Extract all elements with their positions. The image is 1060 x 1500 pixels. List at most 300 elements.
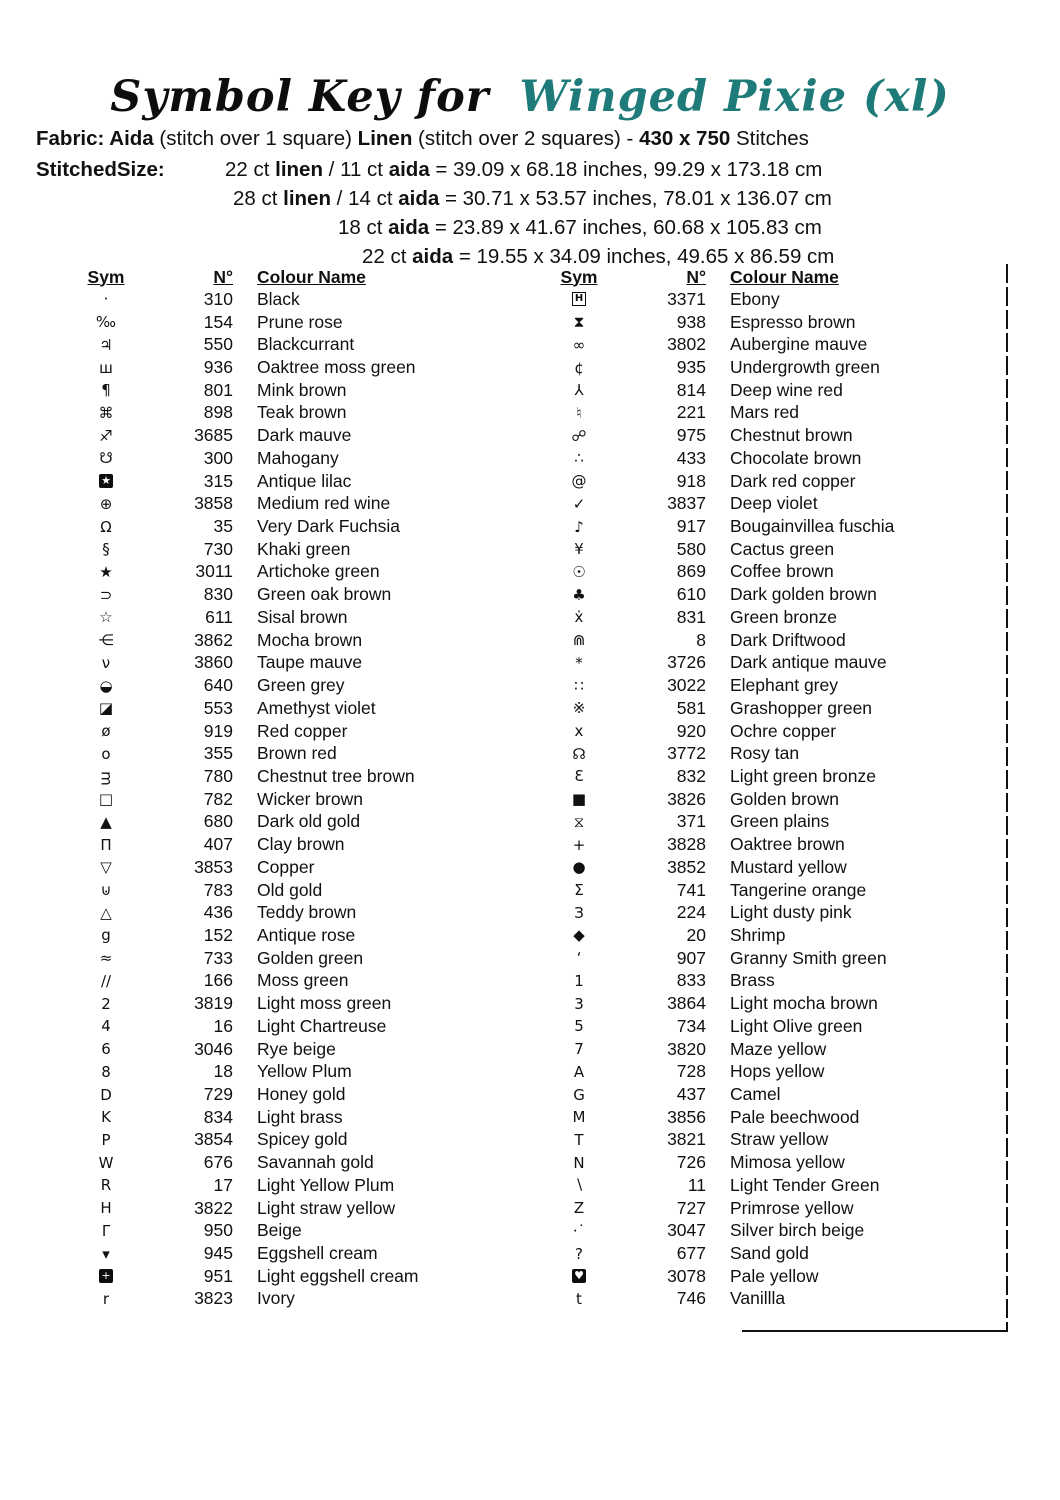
- stitch-symbol: ·: [103, 290, 109, 309]
- thread-number: 3820: [667, 1038, 706, 1059]
- thread-number: 3685: [194, 425, 233, 446]
- thread-number: 407: [203, 834, 233, 855]
- stitch-symbol: §: [102, 540, 110, 559]
- thread-number: 3022: [667, 675, 706, 696]
- text-segment: (stitch over 1 square): [153, 127, 358, 150]
- table-row: [548, 811, 1018, 834]
- colour-name: Light Yellow Plum: [257, 1174, 395, 1195]
- thread-number: 580: [676, 538, 706, 559]
- table-row: [75, 811, 545, 834]
- table-row: [548, 1219, 1018, 1242]
- stitch-symbol: ¢: [574, 358, 584, 377]
- stitch-symbol: @: [571, 472, 587, 491]
- stitch-symbol: Ɛ: [574, 767, 584, 786]
- colour-name: Light moss green: [257, 993, 392, 1014]
- thread-number: 3826: [667, 788, 706, 809]
- header-number: N°: [686, 266, 706, 287]
- page-right-rule: [1006, 264, 1008, 1332]
- table-row: [75, 1106, 545, 1129]
- table-row: [548, 652, 1018, 675]
- table-row: [75, 561, 545, 584]
- colour-name: Mimosa yellow: [730, 1152, 845, 1173]
- table-row: [75, 879, 545, 902]
- stitch-symbol: ν: [101, 653, 111, 672]
- table-row: [75, 1060, 545, 1083]
- stitch-symbol: H: [100, 1199, 112, 1218]
- thread-number: 898: [203, 402, 233, 423]
- table-row: [548, 583, 1018, 606]
- table-row: [548, 901, 1018, 924]
- stitch-symbol: M: [572, 1108, 586, 1127]
- table-row: [75, 1038, 545, 1061]
- thread-number: 3821: [667, 1129, 706, 1150]
- table-row: [548, 1038, 1018, 1061]
- table-row: [75, 674, 545, 697]
- table-row: [75, 720, 545, 743]
- table-row: [75, 583, 545, 606]
- thread-number: 907: [676, 947, 706, 968]
- colour-name: Granny Smith green: [730, 947, 887, 968]
- stitch-symbol: ☍: [571, 426, 587, 445]
- thread-number: 310: [203, 288, 233, 309]
- stitch-symbol: ∷: [574, 676, 584, 695]
- stitch-symbol: g: [101, 926, 111, 945]
- stitch-symbol: ⅄: [574, 381, 584, 400]
- table-row: [75, 924, 545, 947]
- stitch-symbol: 2: [101, 994, 111, 1013]
- colour-name: Clay brown: [257, 834, 345, 855]
- table-row: [548, 856, 1018, 879]
- colour-name: Beige: [257, 1220, 302, 1241]
- stitch-symbol: ⊍: [100, 881, 112, 900]
- stitch-symbol: ☆: [99, 608, 113, 627]
- stitch-symbol: ♣: [572, 585, 586, 604]
- stitch-symbol: 4: [101, 1017, 111, 1036]
- thread-number: 371: [676, 811, 706, 832]
- thread-number: 152: [203, 924, 233, 945]
- colour-name: Savannah gold: [257, 1152, 374, 1173]
- colour-name: Chestnut tree brown: [257, 765, 415, 786]
- table-row: [75, 538, 545, 561]
- colour-name: Teddy brown: [257, 902, 357, 923]
- colour-name: Khaki green: [257, 538, 351, 559]
- table-row: [548, 1060, 1018, 1083]
- stitch-symbol: N: [573, 1153, 585, 1172]
- thread-number: 814: [676, 379, 706, 400]
- page-title: [0, 72, 1060, 122]
- table-row: [548, 1129, 1018, 1152]
- stitch-symbol: ●: [572, 858, 586, 877]
- text-segment: Stitches: [730, 127, 809, 150]
- thread-number: 727: [676, 1197, 706, 1218]
- thread-number: 3853: [194, 856, 233, 877]
- colour-name: Green plains: [730, 811, 830, 832]
- thread-number: 3862: [194, 629, 233, 650]
- table-header: [548, 266, 1018, 288]
- stitch-symbol: ∴: [574, 449, 584, 468]
- thread-number: 3837: [667, 493, 706, 514]
- table-row: [75, 1151, 545, 1174]
- text-segment: aida: [388, 158, 430, 181]
- thread-number: 3858: [194, 493, 233, 514]
- colour-name: Light green bronze: [730, 765, 876, 786]
- colour-name: Hops yellow: [730, 1061, 825, 1082]
- table-row: [75, 379, 545, 402]
- table-row: [75, 288, 545, 311]
- colour-name: Teak brown: [257, 402, 347, 423]
- thread-number: 221: [676, 402, 706, 423]
- text-segment: linen: [283, 187, 331, 210]
- colour-name: Silver birch beige: [730, 1220, 865, 1241]
- thread-number: 433: [676, 447, 706, 468]
- thread-number: 3860: [194, 652, 233, 673]
- colour-name: Dark golden brown: [730, 584, 877, 605]
- colour-name: Golden green: [257, 947, 364, 968]
- table-row: [75, 1015, 545, 1038]
- stitch-symbol: ☋: [99, 449, 113, 468]
- stitch-symbol: 3: [574, 994, 584, 1013]
- table-row: [548, 1106, 1018, 1129]
- table-row: [75, 356, 545, 379]
- thread-number: 831: [676, 606, 706, 627]
- thread-number: 938: [676, 311, 706, 332]
- table-row: [548, 379, 1018, 402]
- thread-number: 726: [676, 1152, 706, 1173]
- stitch-symbol: +: [572, 835, 586, 854]
- colour-name: Taupe mauve: [257, 652, 363, 673]
- thread-number: 936: [203, 357, 233, 378]
- thread-number: 16: [213, 1015, 233, 1036]
- thread-number: 3856: [667, 1106, 706, 1127]
- colour-name: Deep violet: [730, 493, 818, 514]
- stitch-symbol: *: [575, 653, 583, 672]
- stitch-symbol: ẋ: [574, 608, 584, 627]
- stitch-symbol: ∕∕: [100, 971, 112, 990]
- stitch-symbol: Z: [573, 1199, 585, 1218]
- table-row: [75, 402, 545, 425]
- table-row: [548, 1015, 1018, 1038]
- table-row: [75, 1288, 545, 1311]
- thread-number: 3046: [194, 1038, 233, 1059]
- colour-name: Light brass: [257, 1106, 343, 1127]
- stitch-symbol: K: [101, 1108, 111, 1127]
- thread-number: 951: [203, 1265, 233, 1286]
- colour-name: Copper: [257, 856, 315, 877]
- colour-name: Camel: [730, 1084, 781, 1105]
- stitch-symbol: ·˙: [572, 1221, 586, 1240]
- table-row: [75, 311, 545, 334]
- table-row: [548, 879, 1018, 902]
- text-segment: 430 x 750: [639, 127, 731, 150]
- colour-name: Light eggshell cream: [257, 1265, 419, 1286]
- table-row: [75, 1174, 545, 1197]
- table-row: [75, 606, 545, 629]
- colour-name: Vanillla: [730, 1288, 786, 1309]
- text-segment: Fabric: Aida: [36, 127, 154, 150]
- thread-number: 315: [203, 470, 233, 491]
- colour-name: Old gold: [257, 879, 323, 900]
- colour-name: Tangerine orange: [730, 879, 867, 900]
- table-row: [548, 1242, 1018, 1265]
- thread-number: 677: [676, 1243, 706, 1264]
- stitch-symbol: ♥: [572, 1269, 586, 1283]
- text-segment: Linen: [357, 127, 413, 150]
- stitch-symbol: ✓: [572, 494, 586, 513]
- thread-number: 3726: [667, 652, 706, 673]
- stitch-symbol: x: [574, 722, 584, 741]
- colour-name: Brass: [730, 970, 775, 991]
- colour-name: Spicey gold: [257, 1129, 348, 1150]
- thread-number: 35: [213, 516, 233, 537]
- table-row: [75, 652, 545, 675]
- stitch-symbol: ∞: [572, 335, 586, 354]
- colour-name: Deep wine red: [730, 379, 843, 400]
- stitch-symbol: P: [101, 1130, 111, 1149]
- table-row: [548, 311, 1018, 334]
- colour-name: Yellow Plum: [257, 1061, 352, 1082]
- table-row: [75, 492, 545, 515]
- colour-name: Green bronze: [730, 606, 838, 627]
- stitch-symbol: 6: [101, 1040, 111, 1059]
- colour-name: Sisal brown: [257, 606, 348, 627]
- table-row: [548, 470, 1018, 493]
- thread-number: 436: [203, 902, 233, 923]
- colour-name: Dark red copper: [730, 470, 856, 491]
- thread-number: 917: [676, 516, 706, 537]
- thread-number: 834: [203, 1106, 233, 1127]
- header-colour-name: Colour Name: [257, 266, 366, 287]
- colour-name: Primrose yellow: [730, 1197, 854, 1218]
- table-row: [75, 333, 545, 356]
- text-segment: linen: [275, 158, 323, 181]
- table-row: [548, 970, 1018, 993]
- thread-number: 730: [203, 538, 233, 559]
- thread-number: 611: [205, 606, 233, 627]
- stitch-symbol: ★: [99, 474, 113, 488]
- thread-number: 918: [676, 470, 706, 491]
- colour-name: Green grey: [257, 675, 345, 696]
- table-row: [75, 742, 545, 765]
- stitch-symbol: ?: [575, 1244, 583, 1263]
- table-row: [548, 992, 1018, 1015]
- stitched-size-line-2: [233, 187, 832, 211]
- table-row: [75, 992, 545, 1015]
- text-segment: 22 ct: [362, 245, 413, 268]
- table-row: [548, 288, 1018, 311]
- thread-number: 780: [203, 765, 233, 786]
- thread-number: 437: [676, 1084, 706, 1105]
- thread-number: 728: [676, 1061, 706, 1082]
- colour-name: Bougainvillea fuschia: [730, 516, 895, 537]
- stitch-symbol: ⧗: [573, 313, 585, 332]
- thread-number: 3011: [195, 561, 233, 582]
- stitch-symbol: 1: [574, 971, 584, 990]
- table-row: [75, 424, 545, 447]
- colour-name: Blackcurrant: [257, 334, 355, 355]
- table-row: [548, 538, 1018, 561]
- thread-number: 733: [203, 947, 233, 968]
- colour-name: Light Chartreuse: [257, 1015, 387, 1036]
- text-segment: aida: [388, 216, 430, 239]
- colour-name: Pale beechwood: [730, 1106, 860, 1127]
- thread-number: 355: [203, 743, 233, 764]
- stitch-symbol: W: [98, 1153, 114, 1172]
- stitch-symbol: o: [101, 744, 111, 763]
- colour-name: Wicker brown: [257, 788, 363, 809]
- colour-name: Ebony: [730, 288, 780, 309]
- colour-name: Ivory: [257, 1288, 295, 1309]
- stitch-symbol: ᴟ: [101, 767, 111, 786]
- stitch-symbol: ¶: [101, 381, 111, 400]
- colour-name: Black: [257, 288, 300, 309]
- table-row: [75, 901, 545, 924]
- table-row: [75, 1242, 545, 1265]
- colour-name: Chocolate brown: [730, 447, 862, 468]
- colour-name: Light Olive green: [730, 1015, 863, 1036]
- thread-number: 3828: [667, 834, 706, 855]
- colour-name: Moss green: [257, 970, 349, 991]
- stitch-symbol: r: [102, 1289, 110, 1308]
- thread-number: 610: [676, 584, 706, 605]
- table-row: [75, 1219, 545, 1242]
- thread-number: 18: [213, 1061, 233, 1082]
- table-row: [548, 1197, 1018, 1220]
- header-sym: Sym: [560, 266, 598, 287]
- text-segment: 28 ct: [233, 187, 284, 210]
- thread-number: 581: [676, 697, 706, 718]
- stitch-symbol: ♮: [576, 403, 582, 422]
- stitch-symbol: ø: [101, 722, 111, 741]
- thread-number: 729: [203, 1084, 233, 1105]
- thread-number: 950: [203, 1220, 233, 1241]
- colour-name: Light dusty pink: [730, 902, 852, 923]
- colour-name: Shrimp: [730, 924, 786, 945]
- table-row: [548, 356, 1018, 379]
- thread-number: 166: [203, 970, 233, 991]
- stitch-symbol: R: [100, 1176, 112, 1195]
- colour-name: Brown red: [257, 743, 337, 764]
- table-row: [548, 402, 1018, 425]
- colour-name: Undergrowth green: [730, 357, 880, 378]
- colour-name: Antique rose: [257, 924, 356, 945]
- colour-name: Ochre copper: [730, 720, 837, 741]
- text-segment: / 11 ct: [322, 158, 389, 181]
- table-row: [548, 447, 1018, 470]
- thread-number: 3371: [667, 288, 706, 309]
- header-number: N°: [213, 266, 233, 287]
- colour-name: Oaktree moss green: [257, 357, 416, 378]
- thread-number: 640: [203, 675, 233, 696]
- stitch-symbol: ◪: [98, 699, 114, 718]
- colour-name: Mustard yellow: [730, 856, 847, 877]
- table-row: [548, 697, 1018, 720]
- colour-name: Chestnut brown: [730, 425, 853, 446]
- table-row: [75, 629, 545, 652]
- colour-name: Elephant grey: [730, 675, 838, 696]
- thread-number: 801: [203, 379, 233, 400]
- colour-name: Antique lilac: [257, 470, 352, 491]
- stitch-symbol: ⊃: [99, 585, 113, 604]
- thread-number: 935: [676, 357, 706, 378]
- table-body-right: [548, 288, 1018, 1310]
- colour-name: Mink brown: [257, 379, 347, 400]
- table-row: [75, 788, 545, 811]
- thread-number: 553: [203, 697, 233, 718]
- colour-name: Mocha brown: [257, 629, 363, 650]
- stitch-symbol: ‰: [95, 313, 117, 332]
- thread-number: 3823: [194, 1288, 233, 1309]
- stitch-symbol: ⋲: [98, 631, 114, 650]
- symbol-table-left: [75, 266, 545, 1310]
- thread-number: 17: [213, 1174, 233, 1195]
- stitch-symbol: ‘: [576, 949, 582, 968]
- table-row: [548, 1174, 1018, 1197]
- table-row: [548, 515, 1018, 538]
- table-row: [75, 697, 545, 720]
- colour-name: Eggshell cream: [257, 1243, 378, 1264]
- thread-number: 3864: [667, 993, 706, 1014]
- thread-number: 20: [686, 924, 706, 945]
- table-row: [75, 1197, 545, 1220]
- table-row: [548, 1083, 1018, 1106]
- thread-number: 224: [676, 902, 706, 923]
- thread-number: 782: [203, 788, 233, 809]
- table-row: [548, 606, 1018, 629]
- stitch-symbol: t: [576, 1289, 582, 1308]
- stitch-symbol: T: [574, 1130, 584, 1149]
- stitched-size-line-1: [225, 158, 822, 182]
- stitched-size-label: StitchedSize:: [36, 158, 165, 181]
- stitch-symbol: ■: [571, 790, 587, 809]
- colour-name: Medium red wine: [257, 493, 391, 514]
- text-segment: = 30.71 x 53.57 inches, 78.01 x 136.07 cm: [439, 187, 832, 210]
- table-row: [548, 947, 1018, 970]
- table-row: [75, 833, 545, 856]
- thread-number: 550: [203, 334, 233, 355]
- colour-name: Coffee brown: [730, 561, 834, 582]
- text-segment: = 19.55 x 34.09 inches, 49.65 x 86.59 cm: [453, 245, 835, 268]
- title-prefix: Symbol Key for: [110, 72, 490, 122]
- colour-name: Mahogany: [257, 447, 339, 468]
- table-header: [75, 266, 545, 288]
- table-row: [548, 492, 1018, 515]
- stitch-symbol: Ω: [100, 517, 112, 536]
- thread-number: 734: [676, 1015, 706, 1036]
- table-row: [548, 833, 1018, 856]
- thread-number: 869: [676, 561, 706, 582]
- stitch-symbol: □: [98, 790, 114, 809]
- stitch-symbol: ※: [572, 699, 586, 718]
- text-segment: 22 ct: [225, 158, 276, 181]
- stitch-symbol: 5: [574, 1017, 584, 1036]
- thread-number: 746: [676, 1288, 706, 1309]
- thread-number: 300: [203, 447, 233, 468]
- table-row: [548, 561, 1018, 584]
- table-row: [548, 765, 1018, 788]
- stitch-symbol: ⧖: [573, 812, 585, 831]
- stitch-symbol: ш: [99, 358, 113, 377]
- colour-name: Prune rose: [257, 311, 343, 332]
- colour-name: Light mocha brown: [730, 993, 878, 1014]
- table-row: [548, 1265, 1018, 1288]
- table-row: [548, 333, 1018, 356]
- symbol-table-right: [548, 266, 1018, 1310]
- colour-name: Light straw yellow: [257, 1197, 396, 1218]
- colour-name: Maze yellow: [730, 1038, 827, 1059]
- table-row: [75, 447, 545, 470]
- table-row: [75, 947, 545, 970]
- colour-name: Honey gold: [257, 1084, 346, 1105]
